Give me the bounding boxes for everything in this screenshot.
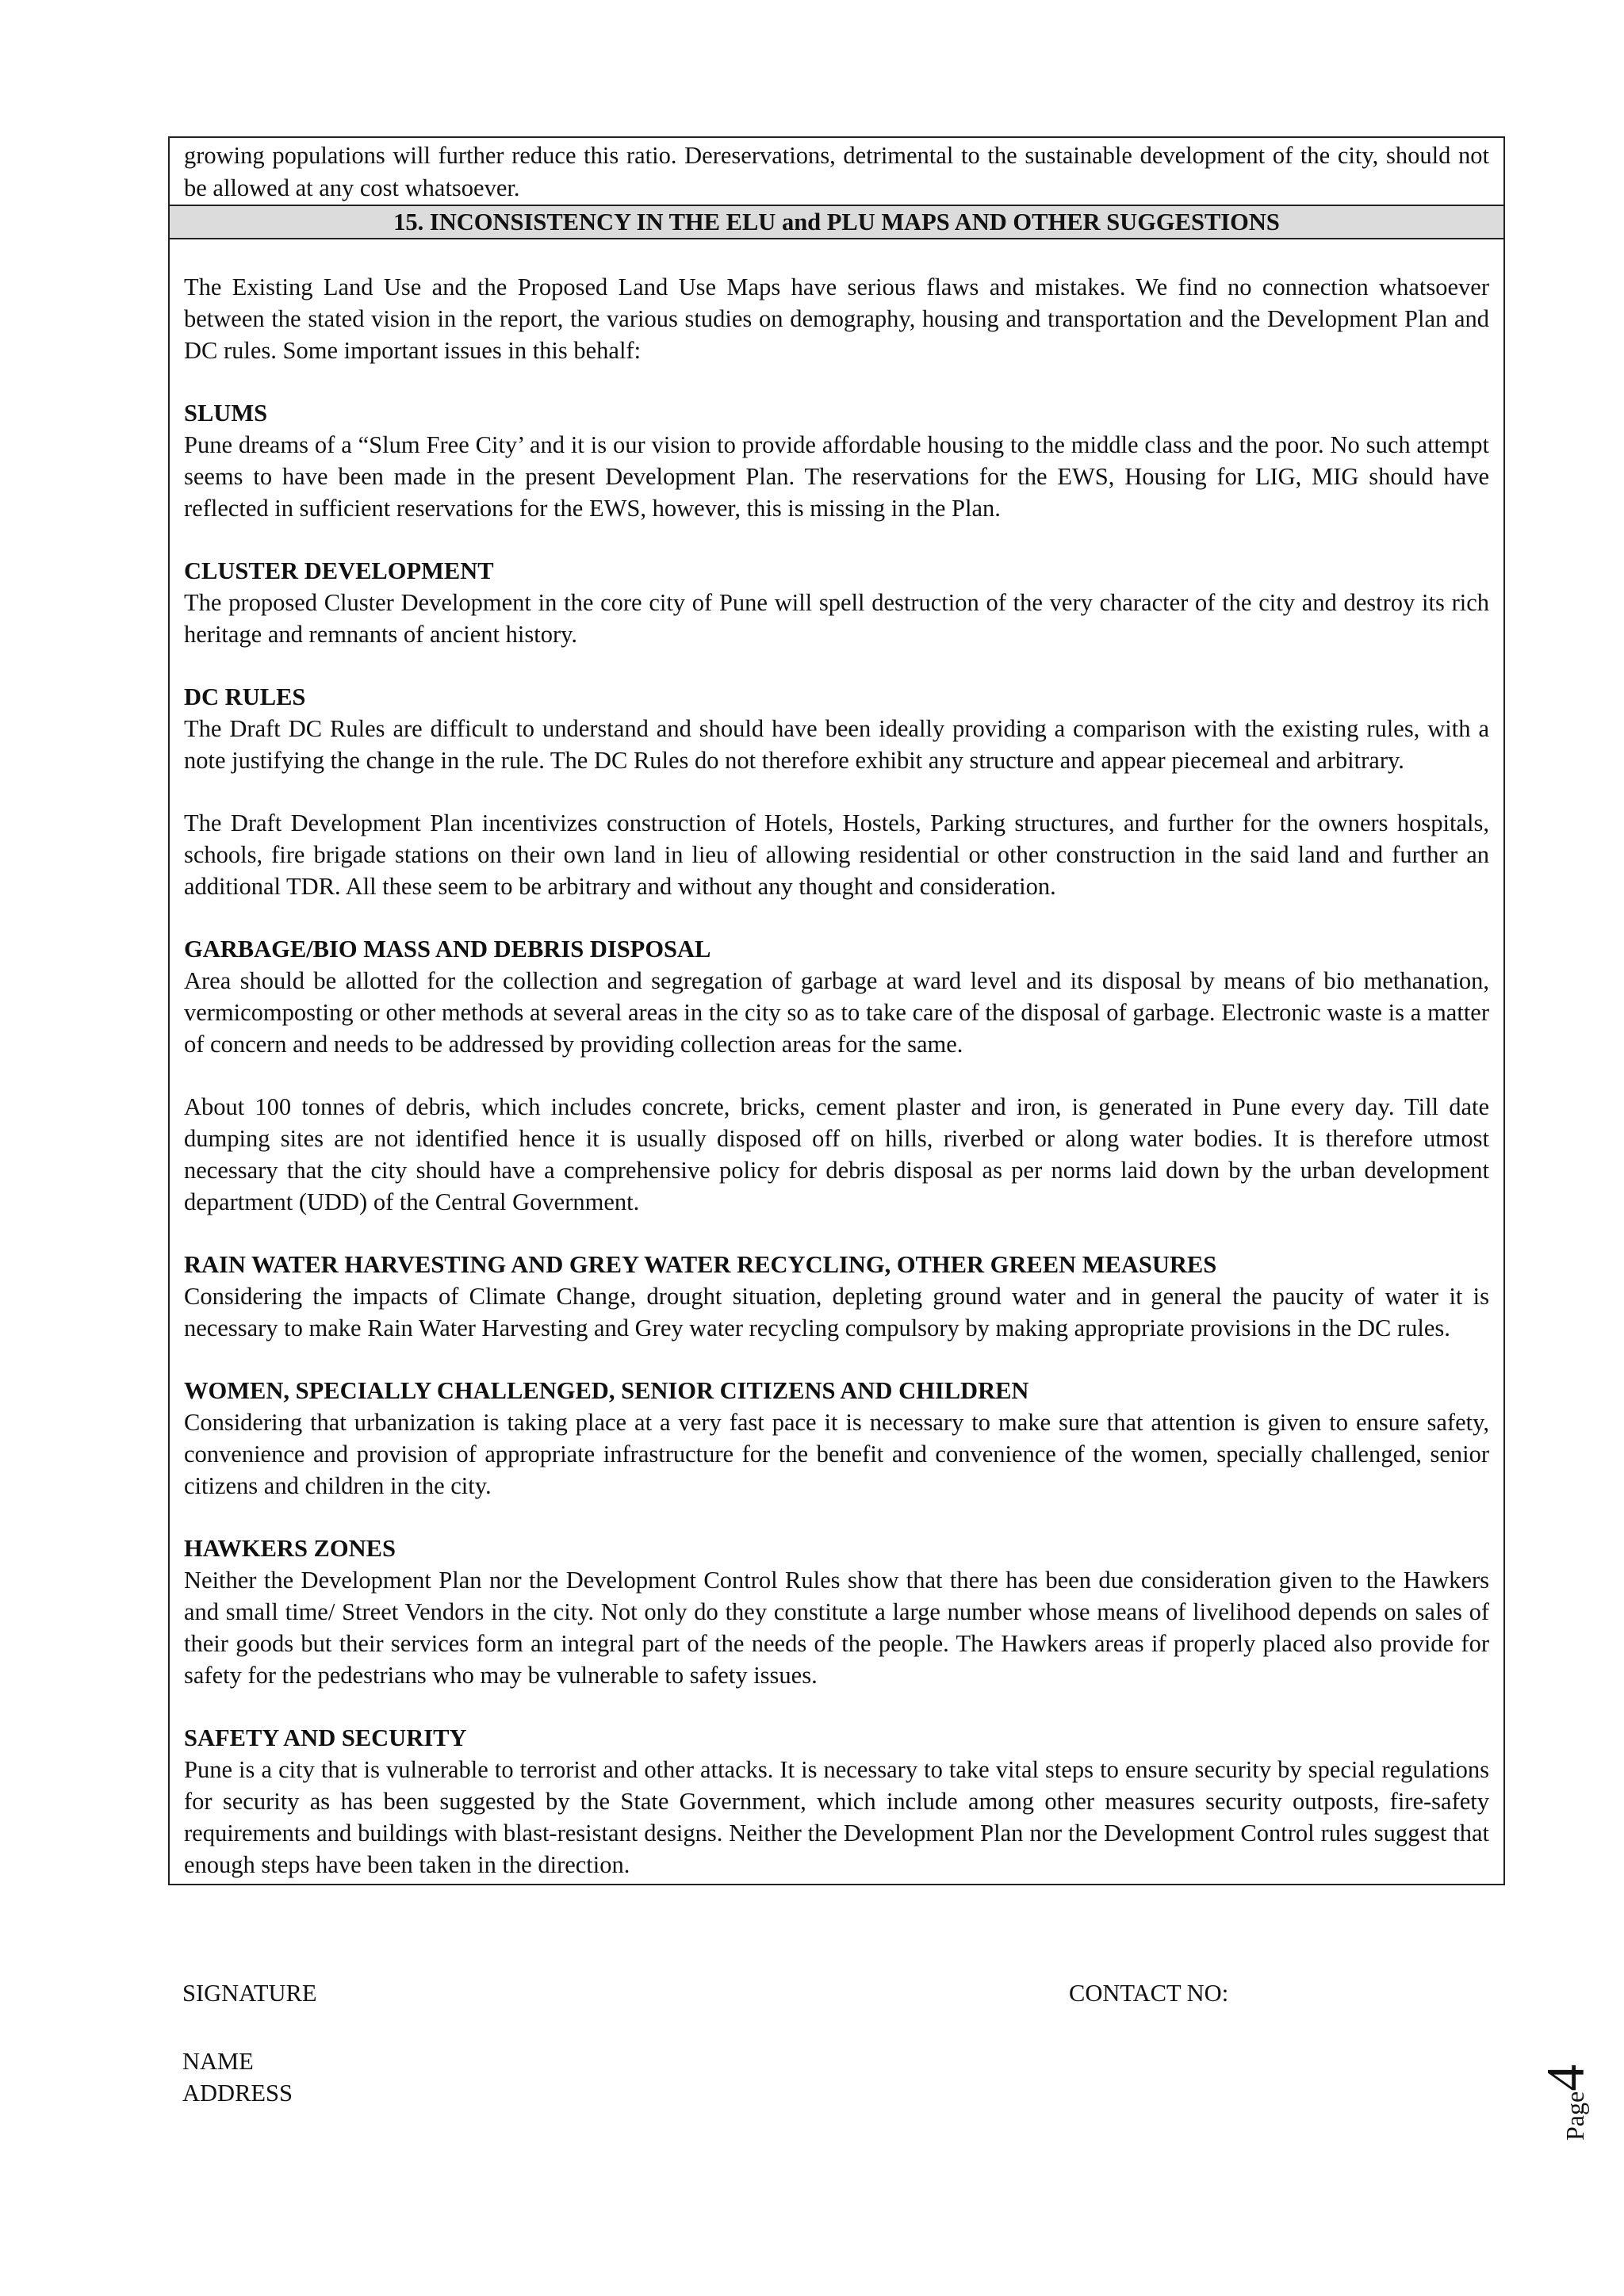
slums-title: SLUMS <box>184 400 268 427</box>
page-word: Page <box>1561 2091 1589 2141</box>
dc-rules-title: DC RULES <box>184 683 306 710</box>
garbage-block <box>184 933 1489 1060</box>
rainwater-text: Considering the impacts of Climate Change, drought situation, depleting ground water and in general the paucity of water it is necessary to make Rain Water Harvesting and Grey water recycling compulsory by making appropriate provisions in the DC rules. <box>184 1283 1489 1341</box>
rainwater-block <box>184 1249 1489 1344</box>
hawkers-block <box>184 1533 1489 1691</box>
safety-block <box>184 1722 1489 1881</box>
name-label: NAME <box>182 2048 254 2075</box>
dc-rules-text-2: The Draft Development Plan incentivizes construction of Hotels, Hostels, Parking structures, and further for the owners hospitals, schools, fire brigade stations on their own land in lieu of allowing residential or other construction in the said land and further an additional TDR. All these seem to be arbitrary and without any thought and consideration. <box>184 809 1489 900</box>
section-body <box>170 239 1503 1884</box>
slums-block <box>184 397 1489 524</box>
signature-label: SIGNATURE <box>182 1980 317 2007</box>
garbage-text-2: About 100 tonnes of debris, which includes concrete, bricks, cement plaster and iron, is generated in Pune every day. Till date dumping sites are not identified hence it is usually disposed off on hills, riverbed or along water bodies. It is therefore utmost necessary that the city should have a comprehensive policy for debris disposal as per norms laid down by the urban development department (UDD) of the Central Government. <box>184 1093 1489 1215</box>
rainwater-title: RAIN WATER HARVESTING AND GREY WATER RECYCLING, OTHER GREEN MEASURES <box>184 1251 1217 1278</box>
safety-text: Pune is a city that is vulnerable to terrorist and other attacks. It is necessary to take vital steps to ensure security by special regulations for security as has been suggested by the State Government, which include among other measures security outposts, fire-safety requirements and buildings with blast-resistant designs. Neither the Development Plan nor the Development Control rules suggest that enough steps have been taken in the direction. <box>184 1756 1489 1878</box>
garbage-text: Area should be allotted for the collection and segregation of garbage at ward level and its disposal by means of bio methanation, vermicomposting or other methods at several areas in the city so as to take care of the disposal of garbage. Electronic waste is a matter of concern and needs to be addressed by providing collection areas for the same. <box>184 967 1489 1058</box>
garbage-title: GARBAGE/BIO MASS AND DEBRIS DISPOSAL <box>184 936 711 962</box>
cluster-title: CLUSTER DEVELOPMENT <box>184 557 494 584</box>
cluster-text: The proposed Cluster Development in the core city of Pune will spell destruction of the very character of the city and destroy its rich heritage and remnants of ancient history. <box>184 589 1489 648</box>
continued-text: growing populations will further reduce this ratio. Dereservations, detrimental to the sustainable development of the city, should not be allowed at any cost whatsoever. <box>184 142 1489 201</box>
women-block <box>184 1375 1489 1502</box>
women-title: WOMEN, SPECIALLY CHALLENGED, SENIOR CITIZENS AND CHILDREN <box>184 1377 1029 1404</box>
page-number: 4 <box>1535 2064 1595 2091</box>
women-text: Considering that urbanization is taking place at a very fast pace it is necessary to make sure that attention is given to ensure safety, convenience and provision of appropriate infrastructure for the benefit and convenience of the women, specially challenged, senior citizens and children in the city. <box>184 1409 1489 1499</box>
cluster-block <box>184 555 1489 650</box>
contact-label: CONTACT NO: <box>1069 1980 1229 2007</box>
hawkers-text: Neither the Development Plan nor the Development Control Rules show that there has been due consideration given to the Hawkers and small time/ Street Vendors in the city. Not only do they constitute a large number whose means of livelihood depends on sales of their goods but their services form an integral part of the needs of the people. The Hawkers areas if properly placed also provide for safety for the pedestrians who may be vulnerable to safety issues. <box>184 1567 1489 1689</box>
hawkers-title: HAWKERS ZONES <box>184 1535 396 1562</box>
content-frame <box>168 136 1505 1885</box>
intro-paragraph: The Existing Land Use and the Proposed Land Use Maps have serious flaws and mistakes. We find no connection whatsoever between the stated vision in the report, the various studies on demography, housing and transportation and the Development Plan and DC rules. Some important issues in this behalf: <box>184 274 1489 364</box>
page-number-marker <box>1534 2061 1622 2149</box>
dc-rules-block <box>184 681 1489 776</box>
section-heading: 15. INCONSISTENCY IN THE ELU and PLU MAPS AND OTHER SUGGESTIONS <box>170 205 1503 239</box>
slums-text: Pune dreams of a “Slum Free City’ and it is our vision to provide affordable housing to the middle class and the poor. No such attempt seems to have been made in the present Development Plan. The reservations for the EWS, Housing for LIG, MIG should have reflected in sufficient reservations for the EWS, however, this is missing in the Plan. <box>184 431 1489 522</box>
address-label: ADDRESS <box>182 2080 293 2107</box>
dc-rules-text: The Draft DC Rules are difficult to understand and should have been ideally providing a comparison with the existing rules, with a note justifying the change in the rule. The DC Rules do not therefore exhibit any structure and appear piecemeal and arbitrary. <box>184 715 1489 774</box>
safety-title: SAFETY AND SECURITY <box>184 1724 467 1751</box>
